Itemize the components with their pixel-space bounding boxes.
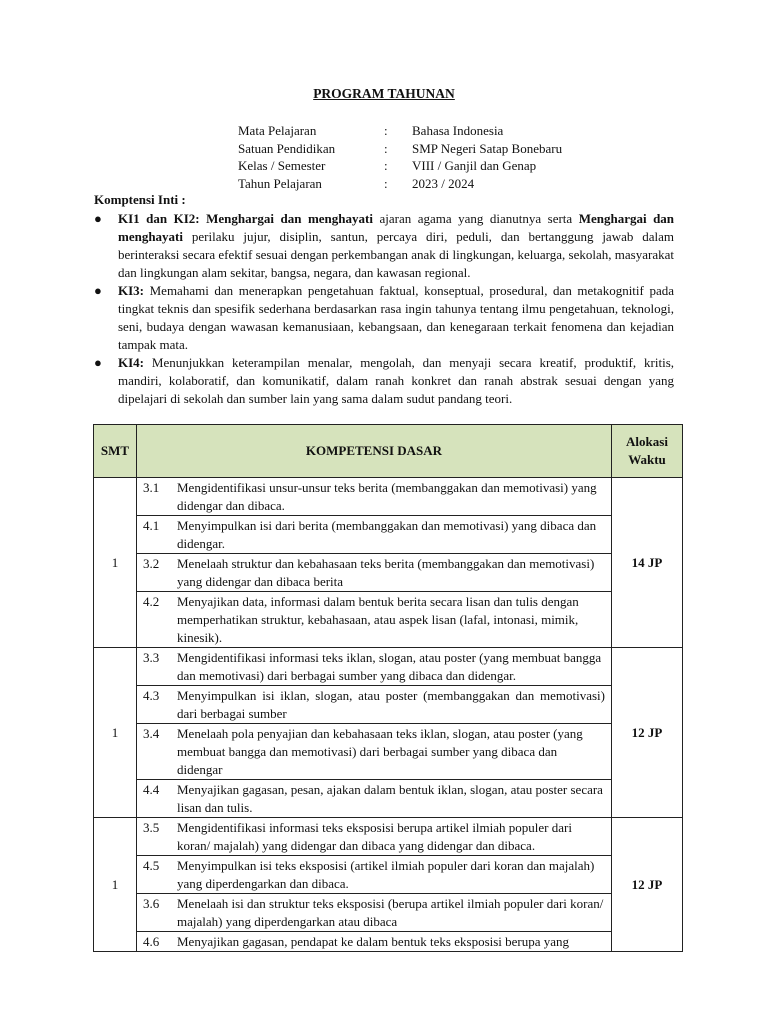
kd-item [137, 932, 611, 951]
ki-list [94, 210, 674, 408]
kd-text: Menyimpulkan isi iklan, slogan, atau poster (membanggakan dan memotivasi) dari berbagai sumber [177, 688, 605, 721]
ki-label: KI4: [118, 355, 144, 370]
kd-text: Mengidentifikasi unsur-unsur teks berita (membanggakan dan memotivasi) yang didengar dan dibaca. [177, 480, 597, 513]
bullet-icon: ● [94, 283, 102, 298]
ki-emphasis: Menghargai dan menghayati [206, 211, 373, 226]
kd-text: Mengidentifikasi informasi teks iklan, slogan, atau poster (yang membuat bangga dan memotivasi) dari berbagai sumber yang dibaca dan didengar. [177, 650, 602, 683]
meta-row [238, 122, 562, 140]
ki-item-1 [94, 210, 674, 282]
kd-item [137, 686, 611, 724]
ki-text [118, 282, 674, 354]
bullet-icon: ● [94, 355, 102, 370]
meta-value: 2023 / 2024 [412, 175, 475, 191]
kd-code: 4.4 [143, 782, 160, 797]
kd-item [137, 516, 611, 554]
meta-row [238, 175, 562, 193]
kd-item [137, 478, 611, 516]
meta-colon: : [384, 158, 388, 174]
ki-text [118, 210, 674, 282]
meta-colon: : [384, 140, 388, 156]
kd-item [137, 780, 611, 817]
kd-item [137, 592, 611, 647]
table-row [94, 818, 683, 952]
ki-heading: Komptensi Inti : [94, 192, 186, 207]
bullet-icon: ● [94, 211, 102, 226]
ki-item-4 [94, 354, 674, 408]
kd-code: 4.1 [143, 518, 160, 533]
ki-body: perilaku jujur, disiplin, santun, percaya diri, peduli, dan bertanggung jawab dalam berinteraksi secara efektif sesuai dengan perkembangan anak di lingkungan, keluarga, sekolah, masyarakat dan lingkungan alam sekitar, bangsa, negara, dan kawasan regional. [118, 229, 675, 280]
kd-text: Menelaah pola penyajian dan kebahasaan teks iklan, slogan, atau poster (yang membuat bangga dan memotivasi) dari berbagai sumber yang dibaca dan didengar [177, 726, 583, 777]
meta-colon: : [384, 175, 388, 191]
header-smt: SMT [94, 425, 137, 478]
kd-code: 4.3 [143, 688, 160, 703]
kd-item [137, 648, 611, 686]
header-alokasi [612, 425, 683, 478]
meta-info [238, 122, 562, 192]
meta-label: Kelas / Semester [238, 158, 326, 174]
kd-item [137, 818, 611, 856]
kd-cell [137, 818, 612, 952]
kd-code: 3.6 [143, 896, 160, 911]
kd-code: 3.5 [143, 820, 160, 835]
meta-row [238, 140, 562, 158]
kd-item [137, 724, 611, 780]
kd-text: Menyimpulkan isi teks eksposisi (artikel ilmiah populer dari koran dan majalah) yang diperdengarkan dan dibaca. [177, 858, 595, 891]
table-row [94, 648, 683, 818]
kd-item [137, 894, 611, 932]
kd-code: 4.6 [143, 934, 160, 949]
meta-label: Mata Pelajaran [238, 123, 317, 138]
alokasi-cell: 14 JP [612, 478, 683, 648]
page-title: PROGRAM TAHUNAN [313, 86, 455, 101]
meta-colon: : [384, 123, 388, 138]
kd-table [93, 424, 683, 952]
kd-item [137, 554, 611, 592]
kd-code: 3.2 [143, 556, 160, 571]
kd-text: Menyajikan data, informasi dalam bentuk berita secara lisan dan tulis dengan memperhatikan struktur, kebahasaan, atau aspek lisan (lafal, intonasi, mimik, kinesik). [177, 594, 579, 645]
ki-emphasis: Menghargai dan menghayati [118, 211, 675, 244]
meta-value: VIII / Ganjil dan Genap [412, 158, 537, 174]
kd-code: 4.5 [143, 858, 160, 873]
meta-label: Tahun Pelajaran [238, 175, 322, 191]
header-alokasi-line1: Alokasi [626, 434, 668, 449]
header-kd: KOMPETENSI DASAR [137, 425, 612, 478]
kd-item [137, 856, 611, 894]
alokasi-cell: 12 JP [612, 818, 683, 952]
ki-label: KI3: [118, 283, 144, 298]
kd-text: Menyimpulkan isi dari berita (membanggakan dan memotivasi) yang dibaca dan didengar. [177, 518, 597, 551]
meta-row [238, 157, 562, 175]
table-row [94, 478, 683, 648]
kd-code: 3.1 [143, 480, 160, 495]
ki-item-3 [94, 282, 674, 354]
ki-body: Menunjukkan keterampilan menalar, mengolah, dan menyaji secara kreatif, produktif, kritis, mandiri, kolaboratif, dan komunikatif, dalam ranah konkret dan ranah abstrak sesuai dengan yang dipelajari di sekolah dan sumber lain yang sama dalam sudut pandang teori. [118, 355, 675, 406]
kd-code: 4.2 [143, 594, 160, 609]
header-alokasi-line2: Waktu [628, 452, 666, 467]
alokasi-cell: 12 JP [612, 648, 683, 818]
kd-text: Mengidentifikasi informasi teks eksposisi berupa artikel ilmiah populer dari koran/ majalah) yang didengar dan dibaca yang didengar dan dibaca. [177, 820, 572, 853]
meta-value: SMP Negeri Satap Bonebaru [412, 140, 563, 156]
smt-cell: 1 [94, 478, 137, 648]
smt-cell: 1 [94, 648, 137, 818]
kd-code: 3.4 [143, 726, 160, 741]
kd-text: Menelaah isi dan struktur teks eksposisi (berupa artikel ilmiah populer dari koran/ majalah) yang diperdengarkan atau dibaca [177, 896, 604, 929]
kd-text: Menyajikan gagasan, pesan, ajakan dalam bentuk iklan, slogan, atau poster secara lisan dan tulis. [177, 782, 603, 815]
smt-cell: 1 [94, 818, 137, 952]
kd-code: 3.3 [143, 650, 160, 665]
meta-label: Satuan Pendidikan [238, 140, 336, 156]
meta-value: Bahasa Indonesia [412, 123, 504, 138]
kd-text: Menelaah struktur dan kebahasaan teks berita (membanggakan dan memotivasi) yang didengar dan dibaca berita [177, 556, 595, 589]
ki-label: KI1 dan KI2: [118, 211, 200, 226]
ki-body: Memahami dan menerapkan pengetahuan faktual, konseptual, prosedural, dan metakognitif pada tingkat teknis dan spesifik sederhana berdasarkan rasa ingin tahunya tentang ilmu pengetahuan, teknologi, seni, budaya dengan wawasan kemanusiaan, kebangsaan, dan kenegaraan terkait fenomena dan kejadian tampak mata. [118, 283, 674, 352]
table-header-row [94, 425, 683, 478]
ki-body: ajaran agama yang dianutnya serta [379, 211, 573, 226]
ki-text [118, 354, 674, 408]
kd-cell [137, 648, 612, 818]
kd-text: Menyajikan gagasan, pendapat ke dalam bentuk teks eksposisi berupa yang [177, 934, 570, 949]
kd-cell [137, 478, 612, 648]
